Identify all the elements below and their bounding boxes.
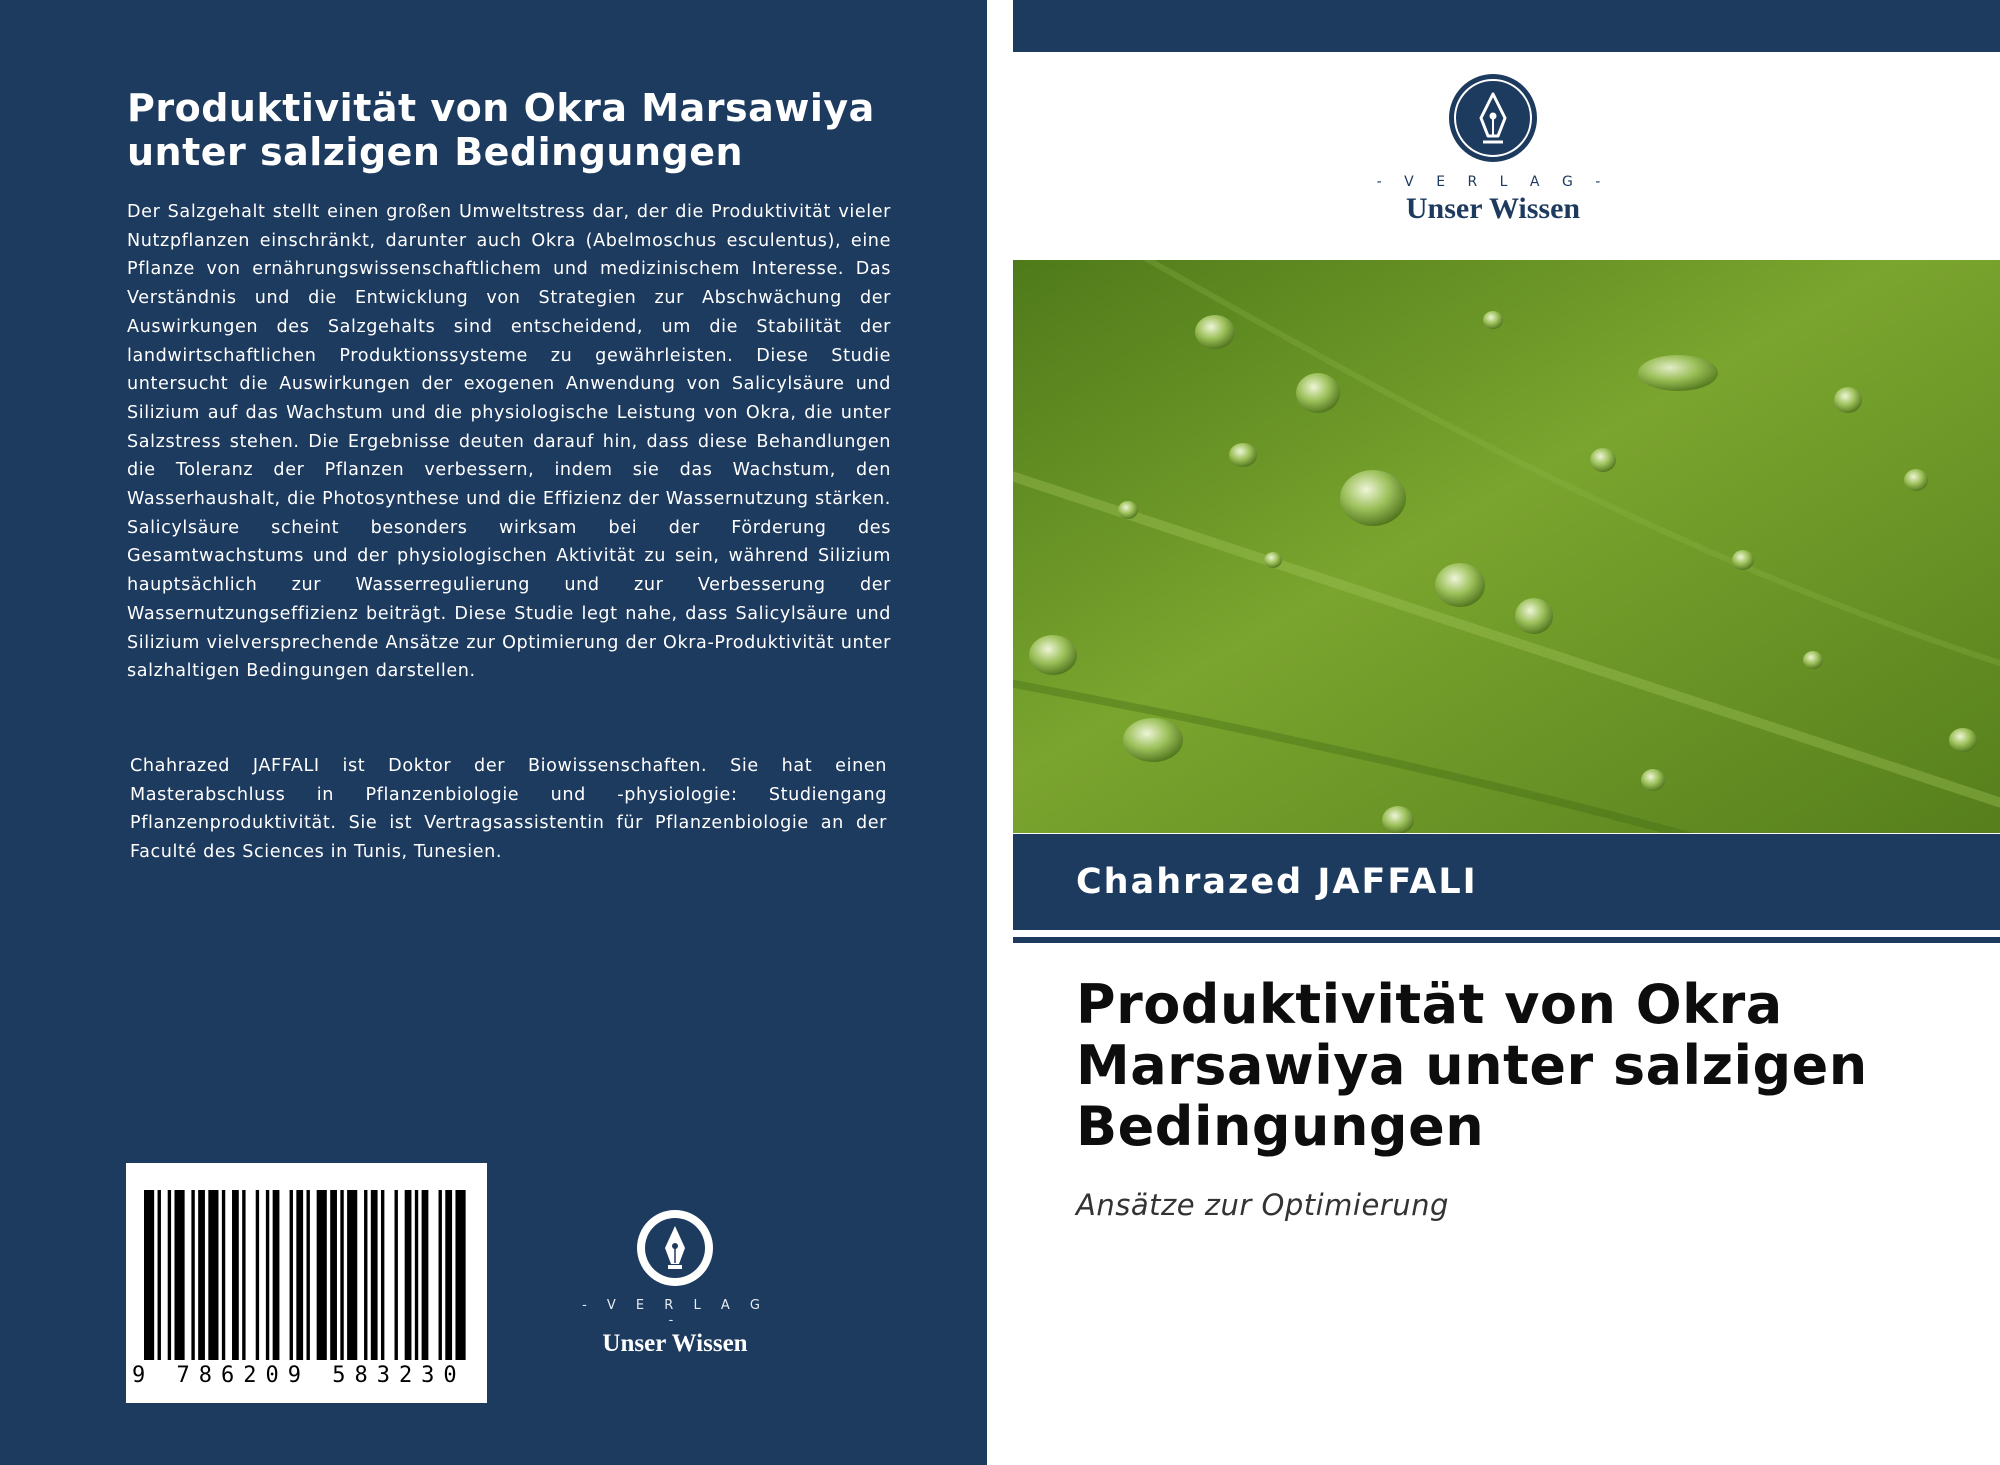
fountain-pen-nib-icon [1447,72,1539,164]
front-cover [1013,0,2000,1465]
author-band [1013,834,2000,930]
author-bio: Chahrazed JAFFALI ist Doktor der Biowissenschaften. Sie hat einen Masterabschluss in Pflanzenbiologie und -physiologie: Studiengang Pflanzenproduktivität. Sie ist Vertragsassistentin für Pflanzenbiologie an der Faculté des Sciences in Tunis, Tunesien. [130,756,887,863]
back-cover-title: Produktivität von Okra Marsawiya unter salzigen Bedingungen [127,86,875,174]
author-name: Chahrazed JAFFALI [1076,862,1478,902]
front-publisher-logo [1353,72,1633,226]
publisher-name: Unser Wissen [602,1330,748,1357]
front-cover-subtitle: Ansätze zur Optimierung [1076,1188,1449,1222]
leaf-photo-image [1013,260,2000,833]
front-cover-title: Produktivität von Okra Marsawiya unter salzigen Bedingungen [1076,973,1868,1158]
publisher-verlag-label: - V E R L A G - [1376,174,1610,190]
publisher-name: Unser Wissen [1405,192,1581,225]
divider-rule [1013,937,2000,943]
isbn-number: 9 786209 583230 [132,1363,466,1388]
barcode [126,1163,487,1403]
top-band [1013,0,2000,52]
back-cover [0,0,987,1465]
barcode-icon [144,1190,469,1360]
back-cover-abstract: Der Salzgehalt stellt einen großen Umweltstress dar, der die Produktivität vieler Nutzpflanzen einschränkt, darunter auch Okra (Abelmoschus esculentus), eine Pflanze von ernährungswissenschaftlichem und medizinischem Interesse. Das Verständnis und die Entwicklung von Strategien zur Abschwächung der Auswirkungen des Salzgehalts sind entscheidend, um die Stabilität der landwirtschaftlichen Produktionssysteme zu gewährleisten. Diese Studie untersucht die Auswirkungen der exogenen Anwendung von Salicylsäure und Silizium auf das Wachstum und die physiologische Leistung von Okra, die unter Salzstress stehen. Die Ergebnisse deuten darauf hin, dass diese Behandlungen die Toleranz der Pflanzen verbessern, indem sie das Wachstum, den Wasserhaushalt, die Photosynthese und die Effizienz der Wassernutzung stärken. Salicylsäure scheint besonders wirksam bei der Förderung des Gesamtwachstums und der physiologischen Aktivität zu sein, während Silizium hauptsächlich zur Wasserregulierung und zur Verbesserung der Wassernutzungseffizienz beiträgt. Diese Studie legt nahe, dass Salicylsäure und Silizium vielversprechende Ansätze zur Optimierung der Okra-Produktivität unter salzhaltigen Bedingungen darstellen. [127,202,891,682]
fountain-pen-nib-icon [635,1208,715,1288]
back-publisher-logo [580,1208,770,1358]
publisher-verlag-label: - V E R L A G - [582,1298,768,1328]
leaf-water-drops-photo [1013,260,2000,833]
